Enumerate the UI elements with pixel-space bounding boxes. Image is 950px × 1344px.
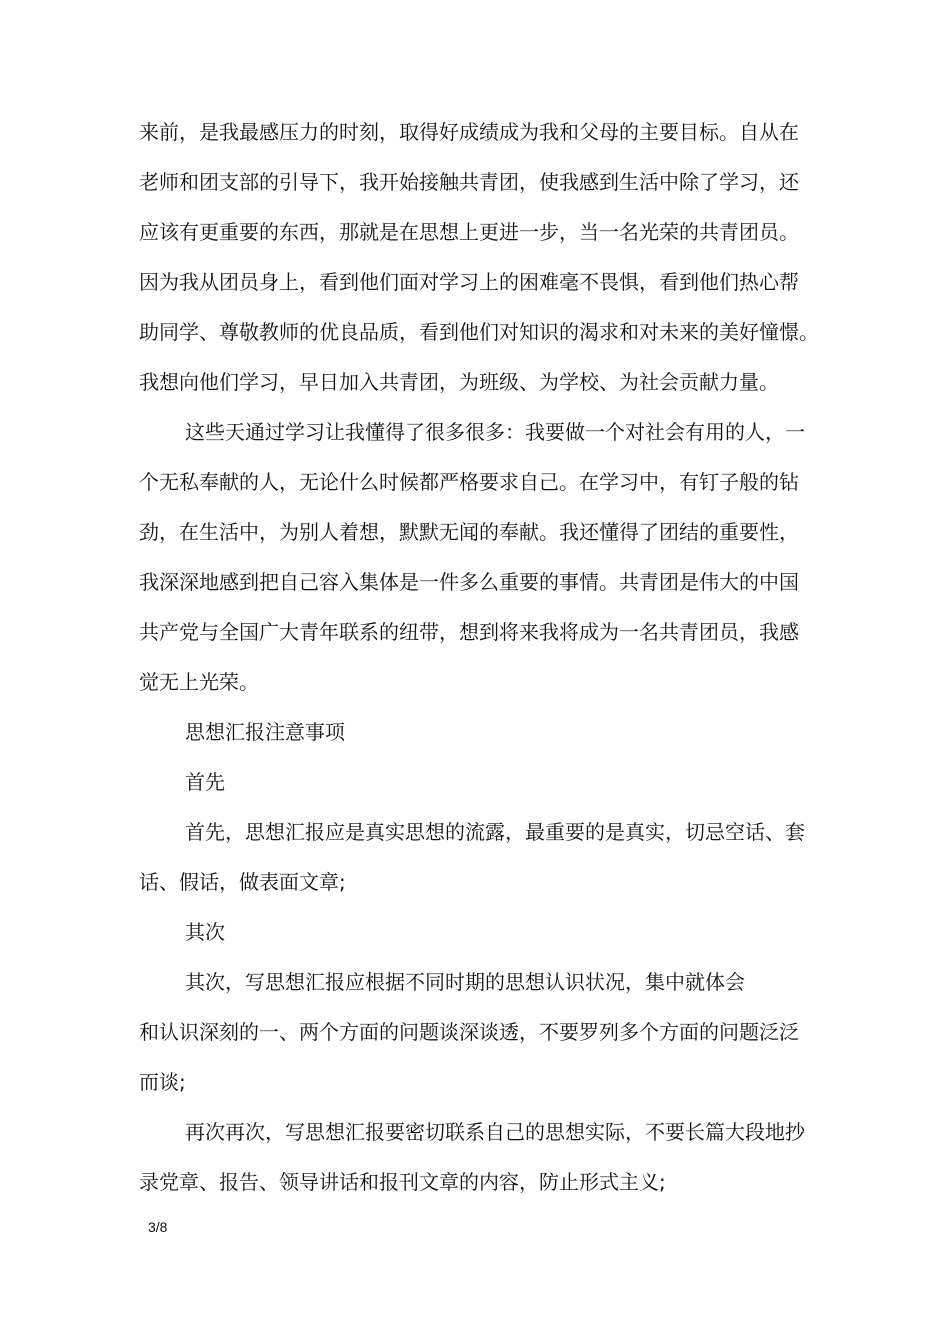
- text-line: 话、假话，做表面文章;: [139, 870, 346, 894]
- text-line: 劲，在生活中，为别人着想，默默无闻的奉献。我还懂得了团结的重要性，: [139, 520, 799, 544]
- text-line: 这些天通过学习让我懂得了很多很多：我要做一个对社会有用的人，一: [185, 420, 805, 444]
- text-line: 我想向他们学习，早日加入共青团，为班级、为学校、为社会贡献力量。: [139, 370, 779, 394]
- text-line: 其次，写思想汇报应根据不同时期的思想认识状况，集中就体会: [185, 970, 745, 994]
- text-line: 觉无上光荣。: [139, 670, 259, 694]
- text-line: 应该有更重要的东西，那就是在思想上更进一步，当一名光荣的共青团员。: [139, 220, 799, 244]
- text-line: 首先，思想汇报应是真实思想的流露，最重要的是真实，切忌空话、套: [185, 820, 805, 844]
- text-line: 因为我从团员身上，看到他们面对学习上的困难毫不畏惧，看到他们热心帮: [139, 270, 799, 294]
- text-line: 助同学、尊敬教师的优良品质，看到他们对知识的渴求和对未来的美好憧憬。: [139, 320, 819, 344]
- section-heading: 思想汇报注意事项: [185, 720, 345, 744]
- text-line: 老师和团支部的引导下，我开始接触共青团，使我感到生活中除了学习，还: [139, 170, 799, 194]
- text-line: 再次再次，写思想汇报要密切联系自己的思想实际，不要长篇大段地抄: [185, 1120, 805, 1144]
- text-line: 个无私奉献的人，无论什么时候都严格要求自己。在学习中，有钉子般的钻: [139, 470, 799, 494]
- text-line: 录党章、报告、领导讲话和报刊文章的内容，防止形式主义;: [139, 1170, 666, 1194]
- text-line: 我深深地感到把自己容入集体是一件多么重要的事情。共青团是伟大的中国: [139, 570, 799, 594]
- text-line: 来前，是我最感压力的时刻，取得好成绩成为我和父母的主要目标。自从在: [139, 120, 799, 144]
- text-line: 而谈;: [139, 1070, 186, 1094]
- text-line: 共产党与全国广大青年联系的纽带，想到将来我将成为一名共青团员，我感: [139, 620, 799, 644]
- subheading-first: 首先: [185, 770, 225, 794]
- subheading-second: 其次: [185, 920, 225, 944]
- text-line: 和认识深刻的一、两个方面的问题谈深谈透，不要罗列多个方面的问题泛泛: [139, 1020, 799, 1044]
- page-number: 3/8: [148, 1219, 168, 1235]
